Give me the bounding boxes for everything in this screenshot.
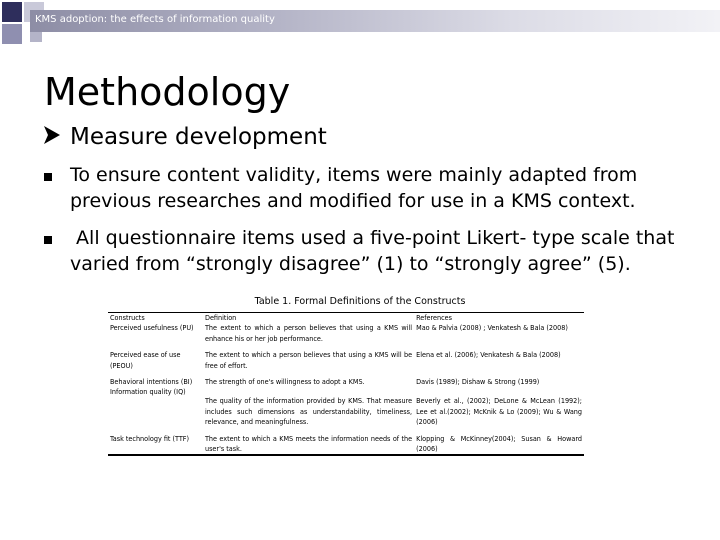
references-cell: Elena et al. (2006); Venkatesh & Bala (2008) [416,350,561,360]
definition-cell [203,371,414,428]
header-references: References [416,313,452,322]
header-definition: Definition [204,313,237,322]
table-row [108,371,584,428]
construct-cell [108,371,203,428]
column-header [203,313,414,345]
column-header [414,313,584,345]
references-cell: Klopping & McKinney(2004); Susan & Howard (2006) [414,428,584,456]
table-row [108,344,584,371]
header-title: KMS adoption: the effects of information quality [35,14,275,25]
bullet-text-1: To ensure content validity, items were mainly adapted from previous researches and modified for use in a KMS context. [70,164,638,212]
construct-bi: Behavioral intentions (BI) [110,377,193,387]
bullet-text-2: All questionnaire items used a five-point Likert- type scale that varied from “strongly disagree” (1) to “strongly agree” (5). [70,227,681,275]
table-row [108,428,584,456]
column-header [108,313,203,345]
subhead-text: Measure development [70,124,327,150]
construct-cell: Perceived ease of use (PEOU) [110,350,181,370]
square-bullet-icon [44,173,52,181]
construct-cell: Task technology fit (TTF) [108,428,203,456]
references-cell: Mao & Palvia (2008) ; Venkatesh & Bala (2008) [416,323,568,333]
definition-cell: The extent to which a KMS meets the information needs of the user's task. [203,428,414,456]
table-caption: Table 1. Formal Definitions of the Constructs [254,296,466,307]
header-constructs: Constructs [110,313,145,322]
decor-square-dark [2,2,22,22]
subhead [44,124,327,150]
arrowhead-icon [44,124,60,150]
construct-cell: Perceived usefulness (PU) [110,323,194,333]
decor-square-mid [2,24,22,44]
definition-iq: The quality of the information provided by KMS. That measure includes such dimensions as understandability, timeliness, relevance, and meaningfulness. [204,396,413,427]
references-cell [414,371,584,428]
definition-cell: The extent to which a person believes that using a KMS will be free of effort. [204,350,413,370]
references-iq: Beverly et al., (2002); DeLone & McLean (1992); Lee et al.(2002); McKnik & Lo (2009); Wu & Wang (2006) [416,396,582,427]
page-title: Methodology [44,70,291,114]
definition-cell: The extent to which a person believes that using a KMS will enhance his or her job performance. [204,323,413,343]
definition-bi: The strength of one's willingness to adopt a KMS. [204,377,365,387]
references-bi: Davis (1989); Dishaw & Strong (1999) [416,377,540,387]
definitions-table [108,312,584,456]
table-header-row [108,313,584,345]
construct-iq: Information quality (IQ) [110,387,186,397]
square-bullet-icon [44,236,52,244]
